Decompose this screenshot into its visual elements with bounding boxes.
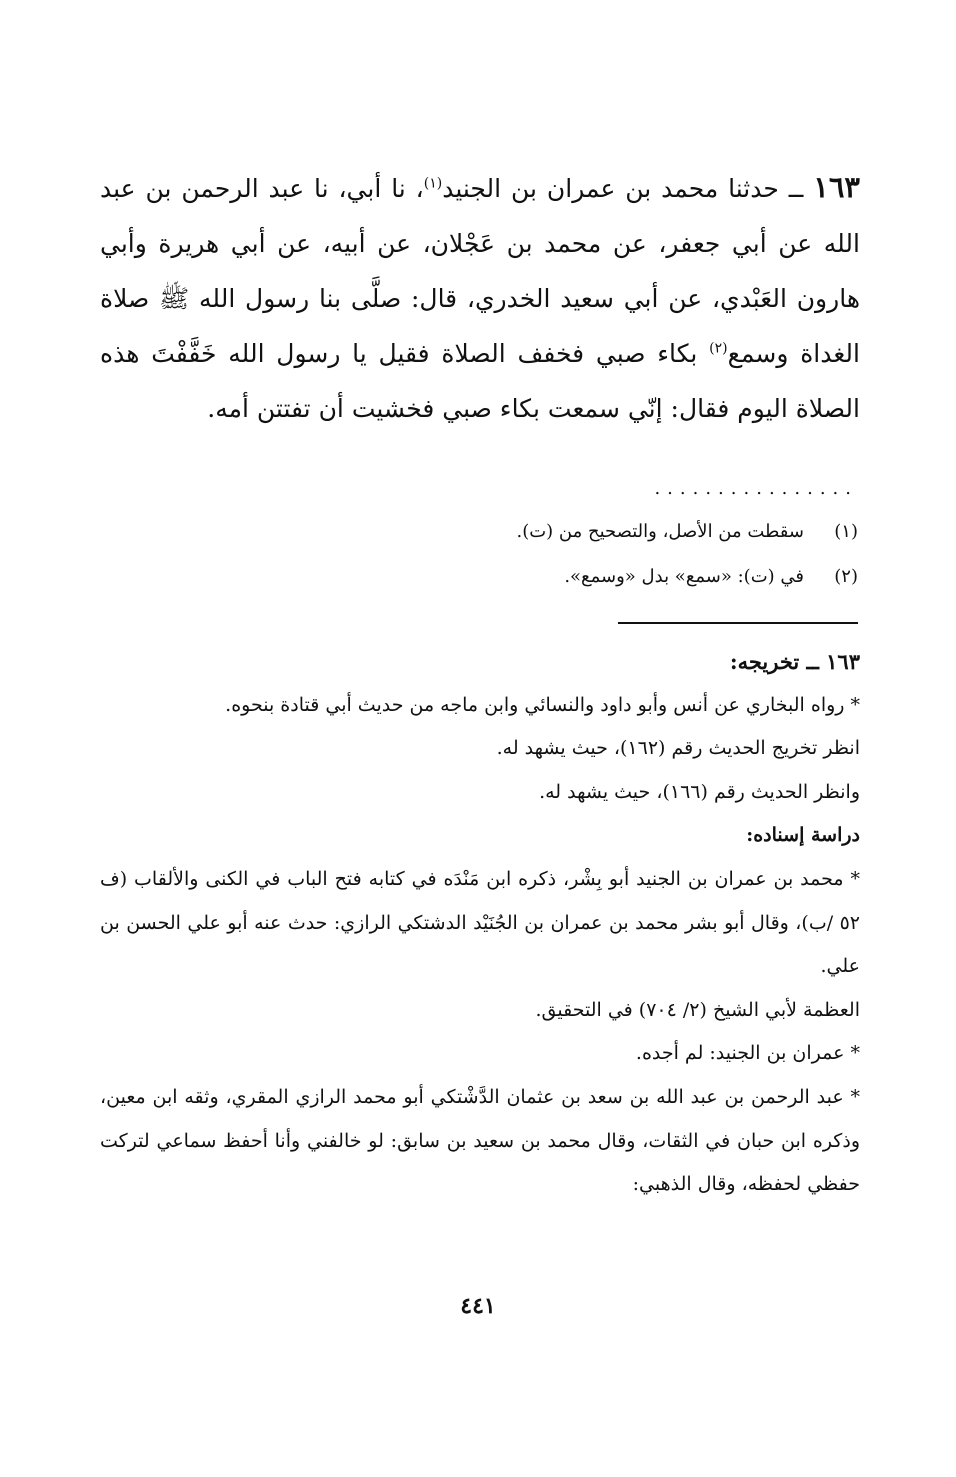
footnote-text: في (ت): «سمع» بدل «وسمع».: [564, 566, 804, 587]
footnote-ref-2: (٢): [709, 340, 728, 357]
footnote-number: (٢): [834, 566, 858, 587]
dotted-separator: ................: [654, 478, 858, 499]
hadith-text-part-2: ، نا أبي، نا عبد الرحمن بن عبد الله عن أبي جعفر، عن محمد بن عَجْلان، عن أبيه، عن أبي هريرة وأبي هارون العَبْدي، عن أبي سعيد الخدري، قال: صلَّى بنا رسول الله ﷺ صلاة الغداة وسمع: [100, 174, 860, 368]
isnad-paragraph: * محمد بن عمران بن الجنيد أبو بِشْر، ذكره ابن مَنْدَه في كتابه فتح الباب في الكنى والألقاب (ف ٥٢ /ب)، وقال أبو بشر محمد بن عمران بن الجُنَيْد الدشتكي الرازي: حدث عنه أبو علي الحسن بن علي.: [100, 867, 860, 978]
isnad-paragraph: العظمة لأبي الشيخ (٢/ ٧٠٤) في التحقيق.: [535, 998, 860, 1021]
takhrij-heading: ١٦٣ ــ تخريجه:: [729, 649, 860, 674]
hadith-text-part-3: بكاء صبي فخفف الصلاة فقيل يا رسول الله خَفَّفْتَ هذه الصلاة اليوم فقال: إنّي سمعت بكاء صبي فخشيت أن تفتتن أمه.: [100, 339, 860, 423]
takhrij-paragraph: وانظر الحديث رقم (١٦٦)، حيث يشهد له.: [539, 780, 860, 803]
takhrij-paragraph: * رواه البخاري عن أنس وأبو داود والنسائي وابن ماجه من حديث أبي قتادة بنحوه.: [225, 693, 860, 716]
hadith-text: [100, 160, 860, 436]
takhrij-paragraph: انظر تخريج الحديث رقم (١٦٢)، حيث يشهد له.: [496, 737, 860, 760]
isnad-paragraph: * عمران بن الجنيد: لم أجده.: [635, 1042, 860, 1065]
hadith-number: ١٦٣: [813, 170, 860, 204]
hadith-text-part-1: ــ حدثنا محمد بن عمران بن الجنيد: [442, 174, 814, 203]
takhrij-section: [100, 640, 860, 1207]
footnote-number: (١): [834, 521, 858, 542]
footnote-2: [118, 566, 858, 587]
isnad-subheading: دراسة إسناده:: [746, 824, 860, 847]
footnote-text: سقطت من الأصل، والتصحيح من (ت).: [516, 521, 804, 542]
footnote-ref-1: (١): [423, 175, 443, 192]
section-divider: [618, 622, 858, 624]
page-number: ٤٤١: [460, 1293, 496, 1319]
footnote-1: [118, 521, 858, 542]
isnad-paragraph: * عبد الرحمن بن عبد الله بن سعد بن عثمان الدَّشْتكي أبو محمد الرازي المقري، وثقه ابن معين، وذكره ابن حبان في الثقات، وقال محمد بن سعيد بن سابق: لو خالفني وأنا أحفظ سماعي لتركت حفظي لحفظه، وقال الذهبي:: [100, 1085, 860, 1196]
